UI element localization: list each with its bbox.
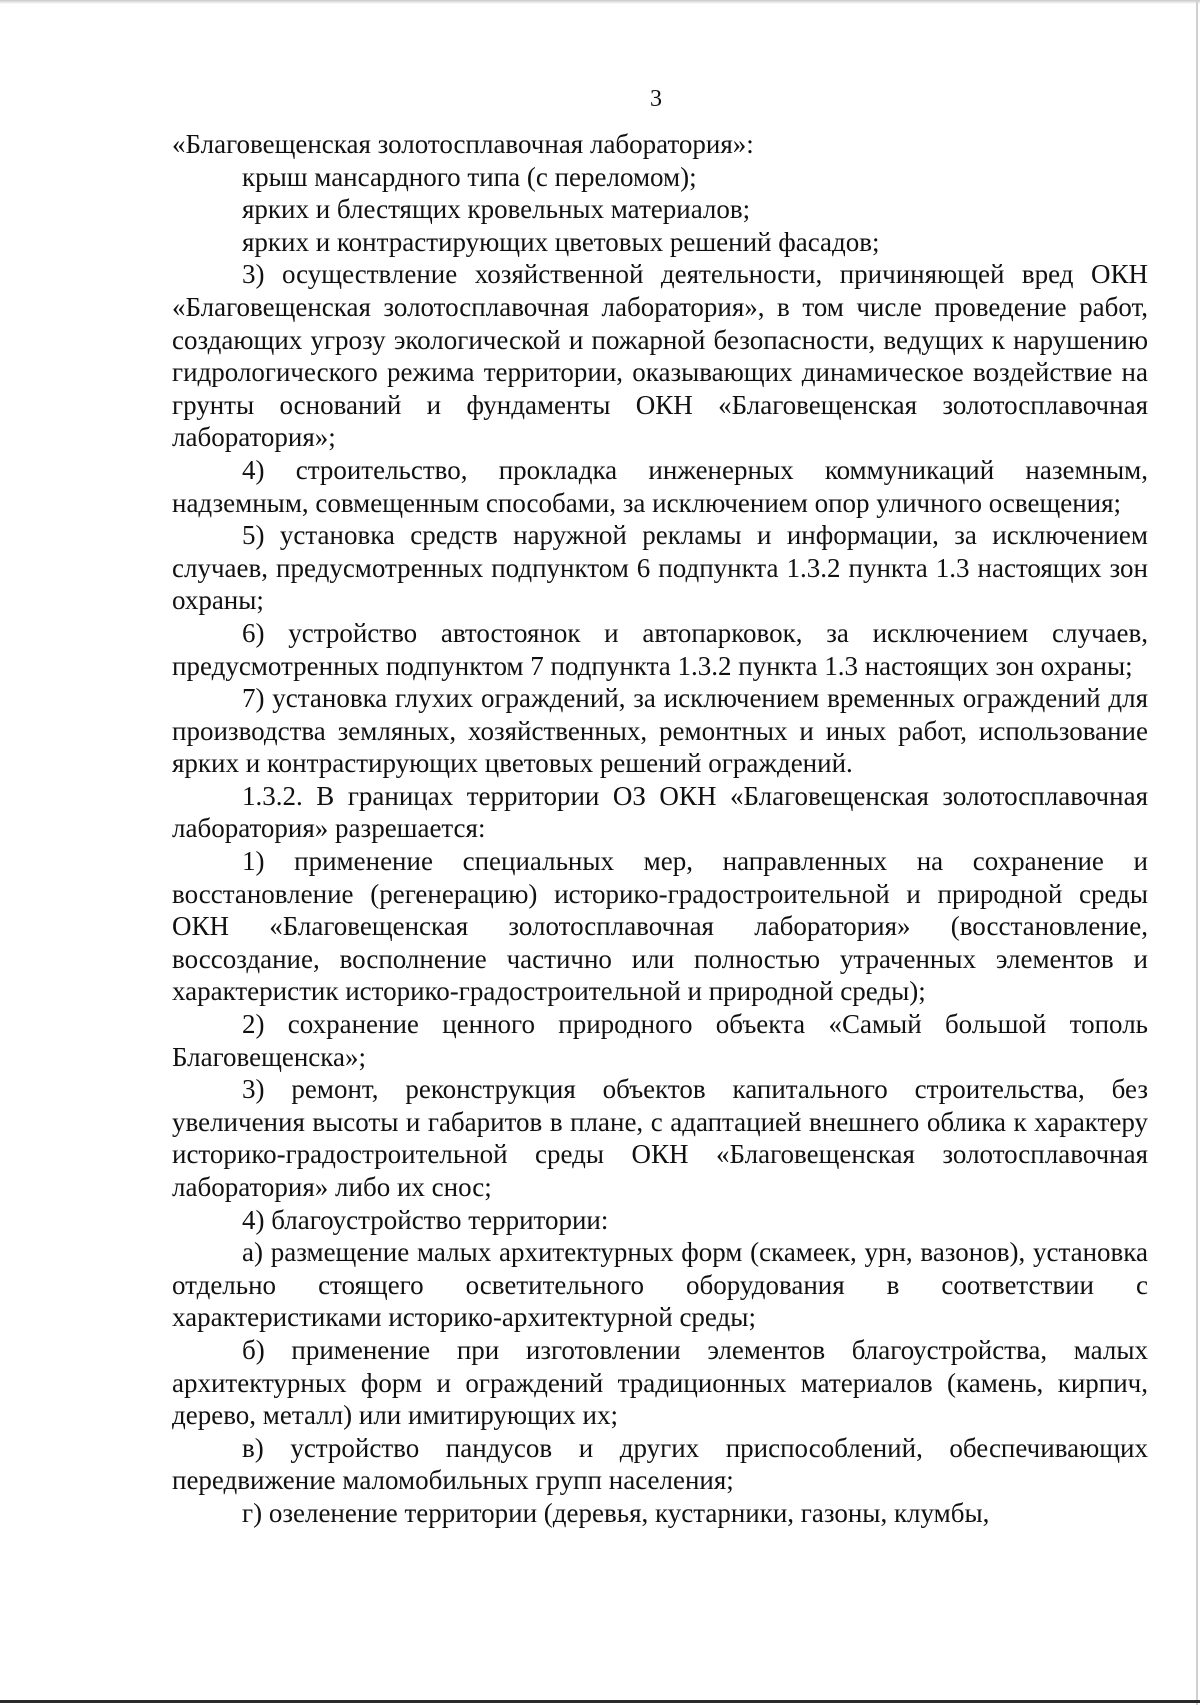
paragraph-item-3: 3) осуществление хозяйственной деятельности, причиняющей вред ОКН «Благовещенская золотосплавочная лаборатория», в том числе проведение работ, создающих угрозу экологической и пожарной безопасности, ведущих к нарушению гидрологического режима территории, оказывающих динамическое воздействие на грунты оснований и фундаменты ОКН «Благовещенская золотосплавочная лаборатория»; xyxy=(172,259,1148,453)
paragraph-item-7: 7) установка глухих ограждений, за исключением временных ограждений для производства земляных, хозяйственных, ремонтных и иных работ, использование ярких и контрастирующих цветовых решений ограждений. xyxy=(172,683,1148,779)
paragraph-item-6: 6) устройство автостоянок и автопарковок, за исключением случаев, предусмотренных подпунктом 7 подпункта 1.3.2 пункта 1.3 настоящих зон охраны; xyxy=(172,617,1148,681)
paragraph-allowed-3: 3) ремонт, реконструкция объектов капитального строительства, без увеличения высоты и габаритов в плане, с адаптацией внешнего облика к характеру историко-градостроительной среды ОКН «Благовещенская золотосплавочная лаборатория» либо их снос; xyxy=(172,1074,1148,1202)
paragraph-item-5: 5) установка средств наружной рекламы и информации, за исключением случаев, предусмотренных подпунктом 6 подпункта 1.3.2 пункта 1.3 настоящих зон охраны; xyxy=(172,520,1148,616)
paragraph-continuation: «Благовещенская золотосплавочная лаборатория»: xyxy=(172,129,754,159)
paragraph-allowed-4a: а) размещение малых архитектурных форм (скамеек, урн, вазонов), установка отдельно стоящего осветительного оборудования в соответствии с характеристиками историко-архитектурной среды; xyxy=(172,1237,1148,1333)
paragraph-allowed-2: 2) сохранение ценного природного объекта «Самый большой тополь Благовещенска»; xyxy=(172,1009,1148,1072)
paragraph-allowed-1: 1) применение специальных мер, направленных на сохранение и восстановление (регенерацию) историко-градостроительной и природной среды ОКН «Благовещенская золотосплавочная лаборатория» (восстановление, воссоздание, восполнение частично или полностью утраченных элементов и характеристик историко-градостроительной и природной среды); xyxy=(172,846,1148,1007)
list-item-roofs: крыш мансардного типа (с переломом); xyxy=(242,161,697,192)
section-heading-1-3-2: 1.3.2. В границах территории ОЗ ОКН «Благовещенская золотосплавочная лаборатория» разрешается: xyxy=(172,780,1148,844)
paragraph-item-4: 4) строительство, прокладка инженерных коммуникаций наземным, надземным, совмещенным способами, за исключением опор уличного освещения; xyxy=(172,454,1148,518)
scan-edge-bottom xyxy=(0,1700,1200,1703)
paragraph-allowed-4v: в) устройство пандусов и других приспособлений, обеспечивающих передвижение маломобильных групп населения; xyxy=(172,1432,1148,1496)
paragraph-allowed-4: 4) благоустройство территории: xyxy=(242,1204,609,1235)
scan-edge-top xyxy=(0,0,1200,4)
page-number: 3 xyxy=(650,86,662,112)
scan-edge-right xyxy=(1196,0,1198,1705)
document-body xyxy=(172,128,1148,1530)
list-item-facade-colors: ярких и контрастирующих цветовых решений фасадов; xyxy=(242,226,880,257)
paragraph-allowed-4b: б) применение при изготовлении элементов благоустройства, малых архитектурных форм и ограждений традиционных материалов (камень, кирпич, дерево, металл) или имитирующих их; xyxy=(172,1334,1148,1431)
list-item-roofing-materials: ярких и блестящих кровельных материалов; xyxy=(242,194,751,225)
paragraph-allowed-4g: г) озеленение территории (деревья, кустарники, газоны, клумбы, xyxy=(242,1497,990,1528)
